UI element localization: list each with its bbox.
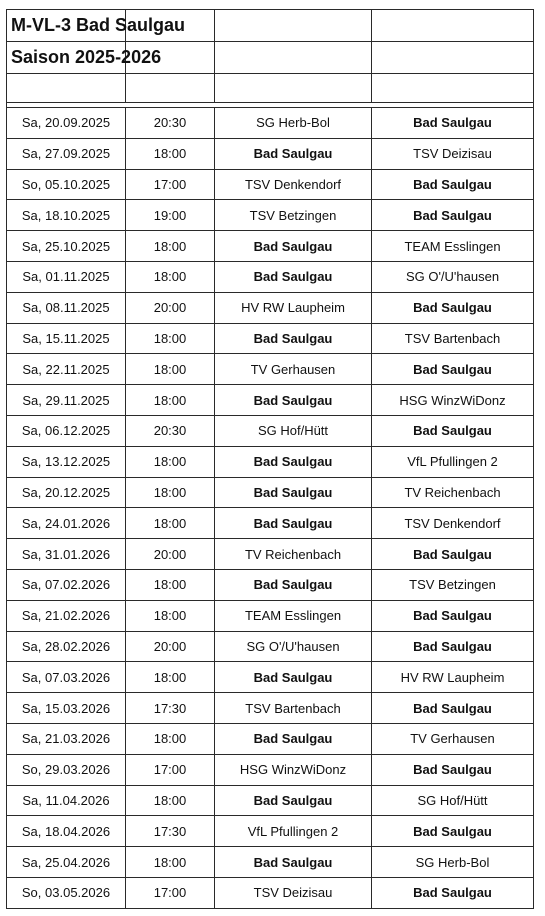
game-time: 18:00 bbox=[126, 847, 215, 878]
game-date: Sa, 08.11.2025 bbox=[7, 292, 126, 323]
game-time: 18:00 bbox=[126, 723, 215, 754]
away-team: Bad Saulgau bbox=[372, 631, 534, 662]
game-row bbox=[7, 539, 534, 570]
away-team: TSV Denkendorf bbox=[372, 508, 534, 539]
home-team: Bad Saulgau bbox=[215, 508, 372, 539]
game-row bbox=[7, 446, 534, 477]
game-date: Sa, 20.12.2025 bbox=[7, 477, 126, 508]
home-team: Bad Saulgau bbox=[215, 569, 372, 600]
away-team: TV Reichenbach bbox=[372, 477, 534, 508]
away-team: SG O'/U'hausen bbox=[372, 261, 534, 292]
away-team: Bad Saulgau bbox=[372, 754, 534, 785]
game-row bbox=[7, 816, 534, 847]
away-team: TSV Bartenbach bbox=[372, 323, 534, 354]
home-team: VfL Pfullingen 2 bbox=[215, 816, 372, 847]
home-team: TSV Deizisau bbox=[215, 877, 372, 908]
game-date: So, 05.10.2025 bbox=[7, 169, 126, 200]
home-team: Bad Saulgau bbox=[215, 785, 372, 816]
game-date: Sa, 11.04.2026 bbox=[7, 785, 126, 816]
game-time: 18:00 bbox=[126, 138, 215, 169]
away-team: Bad Saulgau bbox=[372, 415, 534, 446]
game-time: 18:00 bbox=[126, 261, 215, 292]
game-date: Sa, 24.01.2026 bbox=[7, 508, 126, 539]
game-date: Sa, 13.12.2025 bbox=[7, 446, 126, 477]
home-team: Bad Saulgau bbox=[215, 446, 372, 477]
game-row bbox=[7, 723, 534, 754]
home-team: HV RW Laupheim bbox=[215, 292, 372, 323]
game-date: Sa, 31.01.2026 bbox=[7, 539, 126, 570]
game-time: 18:00 bbox=[126, 231, 215, 262]
game-row bbox=[7, 231, 534, 262]
away-team: TSV Deizisau bbox=[372, 138, 534, 169]
home-team: Bad Saulgau bbox=[215, 138, 372, 169]
game-row bbox=[7, 569, 534, 600]
season-title: Saison 2025-2026 bbox=[7, 42, 126, 74]
home-team: Bad Saulgau bbox=[215, 662, 372, 693]
away-team: Bad Saulgau bbox=[372, 169, 534, 200]
game-date: Sa, 07.03.2026 bbox=[7, 662, 126, 693]
game-row bbox=[7, 785, 534, 816]
away-team: Bad Saulgau bbox=[372, 600, 534, 631]
game-row bbox=[7, 754, 534, 785]
game-time: 18:00 bbox=[126, 662, 215, 693]
game-row bbox=[7, 600, 534, 631]
game-row bbox=[7, 354, 534, 385]
game-row bbox=[7, 323, 534, 354]
game-row bbox=[7, 631, 534, 662]
game-time: 17:00 bbox=[126, 754, 215, 785]
schedule-sheet bbox=[6, 9, 533, 909]
home-team: TV Gerhausen bbox=[215, 354, 372, 385]
game-date: Sa, 27.09.2025 bbox=[7, 138, 126, 169]
blank-cell bbox=[372, 74, 534, 103]
header-empty-cell bbox=[215, 42, 372, 74]
home-team: TV Reichenbach bbox=[215, 539, 372, 570]
game-date: Sa, 06.12.2025 bbox=[7, 415, 126, 446]
game-row bbox=[7, 415, 534, 446]
home-team: HSG WinzWiDonz bbox=[215, 754, 372, 785]
home-team: Bad Saulgau bbox=[215, 847, 372, 878]
game-row bbox=[7, 108, 534, 139]
game-date: Sa, 01.11.2025 bbox=[7, 261, 126, 292]
game-date: Sa, 18.10.2025 bbox=[7, 200, 126, 231]
game-date: So, 03.05.2026 bbox=[7, 877, 126, 908]
away-team: TSV Betzingen bbox=[372, 569, 534, 600]
home-team: Bad Saulgau bbox=[215, 723, 372, 754]
home-team: Bad Saulgau bbox=[215, 261, 372, 292]
home-team: SG O'/U'hausen bbox=[215, 631, 372, 662]
game-row bbox=[7, 877, 534, 908]
game-time: 17:00 bbox=[126, 169, 215, 200]
away-team: SG Hof/Hütt bbox=[372, 785, 534, 816]
game-row bbox=[7, 847, 534, 878]
away-team: Bad Saulgau bbox=[372, 816, 534, 847]
game-date: Sa, 15.03.2026 bbox=[7, 693, 126, 724]
blank-row bbox=[7, 74, 534, 103]
header-row-season bbox=[7, 42, 534, 74]
away-team: SG Herb-Bol bbox=[372, 847, 534, 878]
game-time: 19:00 bbox=[126, 200, 215, 231]
game-time: 18:00 bbox=[126, 385, 215, 416]
blank-cell bbox=[126, 74, 215, 103]
game-row bbox=[7, 292, 534, 323]
home-team: TSV Denkendorf bbox=[215, 169, 372, 200]
away-team: TV Gerhausen bbox=[372, 723, 534, 754]
game-date: Sa, 07.02.2026 bbox=[7, 569, 126, 600]
game-date: Sa, 18.04.2026 bbox=[7, 816, 126, 847]
away-team: Bad Saulgau bbox=[372, 292, 534, 323]
game-row bbox=[7, 169, 534, 200]
away-team: Bad Saulgau bbox=[372, 200, 534, 231]
home-team: SG Hof/Hütt bbox=[215, 415, 372, 446]
game-time: 18:00 bbox=[126, 446, 215, 477]
game-row bbox=[7, 508, 534, 539]
header-empty-cell bbox=[372, 42, 534, 74]
header-empty-cell bbox=[372, 10, 534, 42]
home-team: Bad Saulgau bbox=[215, 323, 372, 354]
header-empty-cell bbox=[215, 10, 372, 42]
away-team: HSG WinzWiDonz bbox=[372, 385, 534, 416]
game-date: Sa, 20.09.2025 bbox=[7, 108, 126, 139]
away-team: Bad Saulgau bbox=[372, 108, 534, 139]
game-row bbox=[7, 693, 534, 724]
game-time: 17:30 bbox=[126, 816, 215, 847]
game-time: 18:00 bbox=[126, 569, 215, 600]
schedule-table bbox=[6, 9, 534, 909]
away-team: Bad Saulgau bbox=[372, 693, 534, 724]
away-team: VfL Pfullingen 2 bbox=[372, 446, 534, 477]
game-row bbox=[7, 200, 534, 231]
game-date: Sa, 25.04.2026 bbox=[7, 847, 126, 878]
game-row bbox=[7, 138, 534, 169]
game-row bbox=[7, 662, 534, 693]
away-team: TEAM Esslingen bbox=[372, 231, 534, 262]
game-time: 18:00 bbox=[126, 785, 215, 816]
league-title: M-VL-3 Bad Saulgau bbox=[7, 10, 126, 42]
home-team: TSV Betzingen bbox=[215, 200, 372, 231]
game-date: Sa, 28.02.2026 bbox=[7, 631, 126, 662]
game-time: 17:00 bbox=[126, 877, 215, 908]
game-time: 20:30 bbox=[126, 108, 215, 139]
game-time: 20:00 bbox=[126, 292, 215, 323]
game-time: 18:00 bbox=[126, 354, 215, 385]
home-team: Bad Saulgau bbox=[215, 231, 372, 262]
game-time: 20:00 bbox=[126, 631, 215, 662]
away-team: Bad Saulgau bbox=[372, 539, 534, 570]
game-time: 18:00 bbox=[126, 323, 215, 354]
game-time: 17:30 bbox=[126, 693, 215, 724]
game-row bbox=[7, 261, 534, 292]
away-team: HV RW Laupheim bbox=[372, 662, 534, 693]
home-team: Bad Saulgau bbox=[215, 385, 372, 416]
game-time: 18:00 bbox=[126, 508, 215, 539]
home-team: Bad Saulgau bbox=[215, 477, 372, 508]
blank-cell bbox=[7, 74, 126, 103]
home-team: TSV Bartenbach bbox=[215, 693, 372, 724]
away-team: Bad Saulgau bbox=[372, 354, 534, 385]
game-date: Sa, 15.11.2025 bbox=[7, 323, 126, 354]
home-team: SG Herb-Bol bbox=[215, 108, 372, 139]
game-date: So, 29.03.2026 bbox=[7, 754, 126, 785]
header-row-title bbox=[7, 10, 534, 42]
home-team: TEAM Esslingen bbox=[215, 600, 372, 631]
game-time: 18:00 bbox=[126, 600, 215, 631]
game-date: Sa, 29.11.2025 bbox=[7, 385, 126, 416]
game-date: Sa, 22.11.2025 bbox=[7, 354, 126, 385]
game-date: Sa, 21.03.2026 bbox=[7, 723, 126, 754]
game-row bbox=[7, 477, 534, 508]
away-team: Bad Saulgau bbox=[372, 877, 534, 908]
game-date: Sa, 21.02.2026 bbox=[7, 600, 126, 631]
game-date: Sa, 25.10.2025 bbox=[7, 231, 126, 262]
blank-cell bbox=[215, 74, 372, 103]
game-time: 18:00 bbox=[126, 477, 215, 508]
game-row bbox=[7, 385, 534, 416]
game-time: 20:00 bbox=[126, 539, 215, 570]
game-time: 20:30 bbox=[126, 415, 215, 446]
